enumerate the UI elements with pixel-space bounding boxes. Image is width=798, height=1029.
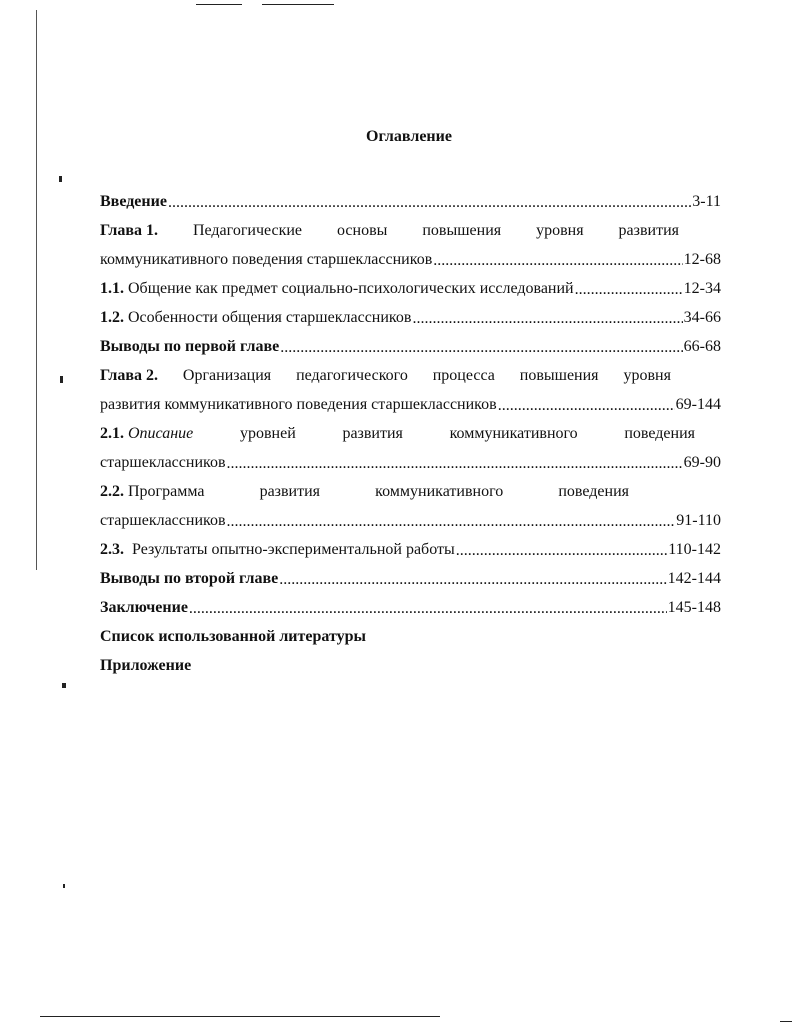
chapter-number: Глава 2. bbox=[100, 367, 158, 384]
toc-entry-2-1-line1 bbox=[100, 414, 721, 443]
dot-leader bbox=[433, 253, 682, 269]
section-number: 2.2. bbox=[100, 483, 124, 500]
toc-pages: 142-144 bbox=[667, 570, 721, 587]
toc-label: старшеклассников bbox=[100, 454, 226, 471]
word: поведения bbox=[624, 425, 695, 442]
word: уровня bbox=[623, 367, 671, 384]
scan-speck-2 bbox=[60, 376, 63, 383]
toc-label: Результаты опытно-экспериментальной работы bbox=[132, 541, 455, 558]
dot-leader bbox=[168, 195, 691, 211]
toc-label: Заключение bbox=[100, 599, 188, 616]
toc-pages: 12-68 bbox=[683, 251, 721, 268]
toc-entry-conclusions-2 bbox=[100, 559, 721, 588]
dot-leader bbox=[227, 514, 676, 530]
toc-label: коммуникативного поведения старшеклассников bbox=[100, 251, 433, 268]
toc-label: Общение как предмет социально-психологических исследований bbox=[128, 280, 574, 297]
word: развития bbox=[618, 222, 679, 239]
dot-leader bbox=[279, 572, 666, 588]
toc-entry-1-2 bbox=[100, 298, 721, 327]
toc-entry-conclusions-1 bbox=[100, 327, 721, 356]
toc-label: старшеклассников bbox=[100, 512, 226, 529]
section-number: 2.3. bbox=[100, 541, 124, 558]
section-number: 1.2. bbox=[100, 309, 124, 326]
toc-pages: 145-148 bbox=[667, 599, 721, 616]
toc-label: Выводы по первой главе bbox=[100, 338, 280, 355]
dot-leader bbox=[575, 282, 683, 298]
scan-line-top-1 bbox=[196, 4, 242, 5]
dot-leader bbox=[456, 543, 668, 559]
section-number: 2.1. bbox=[100, 425, 124, 442]
word: повышения bbox=[519, 367, 599, 384]
toc-entry-chapter1-line2 bbox=[100, 240, 721, 269]
scan-edge-left bbox=[36, 10, 37, 570]
word: коммуникативного bbox=[449, 425, 578, 442]
word: повышения bbox=[422, 222, 502, 239]
dot-leader bbox=[412, 311, 682, 327]
word: Описание bbox=[128, 425, 194, 442]
scan-mark-corner bbox=[780, 1021, 792, 1022]
toc-entry-2-1-line2 bbox=[100, 443, 721, 472]
table-of-contents bbox=[100, 182, 721, 675]
word: уровня bbox=[536, 222, 584, 239]
word: развития bbox=[259, 483, 321, 500]
toc-pages: 66-68 bbox=[683, 338, 721, 355]
toc-label: Приложение bbox=[100, 657, 192, 674]
toc-entry-conclusion bbox=[100, 588, 721, 617]
toc-pages: 69-144 bbox=[675, 396, 721, 413]
chapter-number: Глава 1. bbox=[100, 222, 158, 239]
word: поведения bbox=[558, 483, 629, 500]
dot-leader bbox=[498, 398, 675, 414]
toc-entry-chapter2-line1 bbox=[100, 356, 721, 385]
toc-pages: 12-34 bbox=[683, 280, 721, 297]
toc-label: Выводы по второй главе bbox=[100, 570, 279, 587]
word: Педагогические bbox=[192, 222, 303, 239]
toc-entry-2-2-line1 bbox=[100, 472, 721, 501]
scan-line-top-2 bbox=[262, 4, 334, 5]
dot-leader bbox=[280, 340, 682, 356]
toc-entry-2-3 bbox=[100, 530, 721, 559]
toc-entry-chapter1-line1 bbox=[100, 211, 721, 240]
page-title: Оглавление bbox=[366, 128, 452, 145]
dot-leader bbox=[189, 601, 667, 617]
toc-label: Список использованной литературы bbox=[100, 628, 366, 645]
section-number: 1.1. bbox=[100, 280, 124, 297]
toc-label: Особенности общения старшеклассников bbox=[128, 309, 412, 326]
toc-pages: 34-66 bbox=[683, 309, 721, 326]
toc-pages: 91-110 bbox=[676, 512, 721, 529]
word: педагогического bbox=[296, 367, 408, 384]
toc-label: Введение bbox=[100, 193, 167, 210]
word: процесса bbox=[432, 367, 495, 384]
word: развития bbox=[342, 425, 403, 442]
toc-entry-1-1 bbox=[100, 269, 721, 298]
word: уровней bbox=[239, 425, 296, 442]
scan-speck-3 bbox=[62, 683, 66, 688]
toc-entry-references bbox=[100, 617, 721, 646]
toc-entry-appendix bbox=[100, 646, 721, 675]
scan-speck-4 bbox=[63, 884, 65, 888]
word: Программа bbox=[128, 483, 205, 500]
word: основы bbox=[337, 222, 388, 239]
toc-entry-chapter2-line2 bbox=[100, 385, 721, 414]
dot-leader bbox=[227, 456, 683, 472]
word: Организация bbox=[182, 367, 272, 384]
toc-pages: 69-90 bbox=[683, 454, 721, 471]
toc-pages: 3-11 bbox=[692, 193, 721, 210]
toc-label: развития коммуникативного поведения старшеклассников bbox=[100, 396, 497, 413]
toc-entry-2-2-line2 bbox=[100, 501, 721, 530]
toc-pages: 110-142 bbox=[668, 541, 721, 558]
scan-line-bottom bbox=[40, 1016, 440, 1017]
toc-entry-intro bbox=[100, 182, 721, 211]
scan-speck-1 bbox=[59, 176, 62, 182]
word: коммуникативного bbox=[375, 483, 504, 500]
